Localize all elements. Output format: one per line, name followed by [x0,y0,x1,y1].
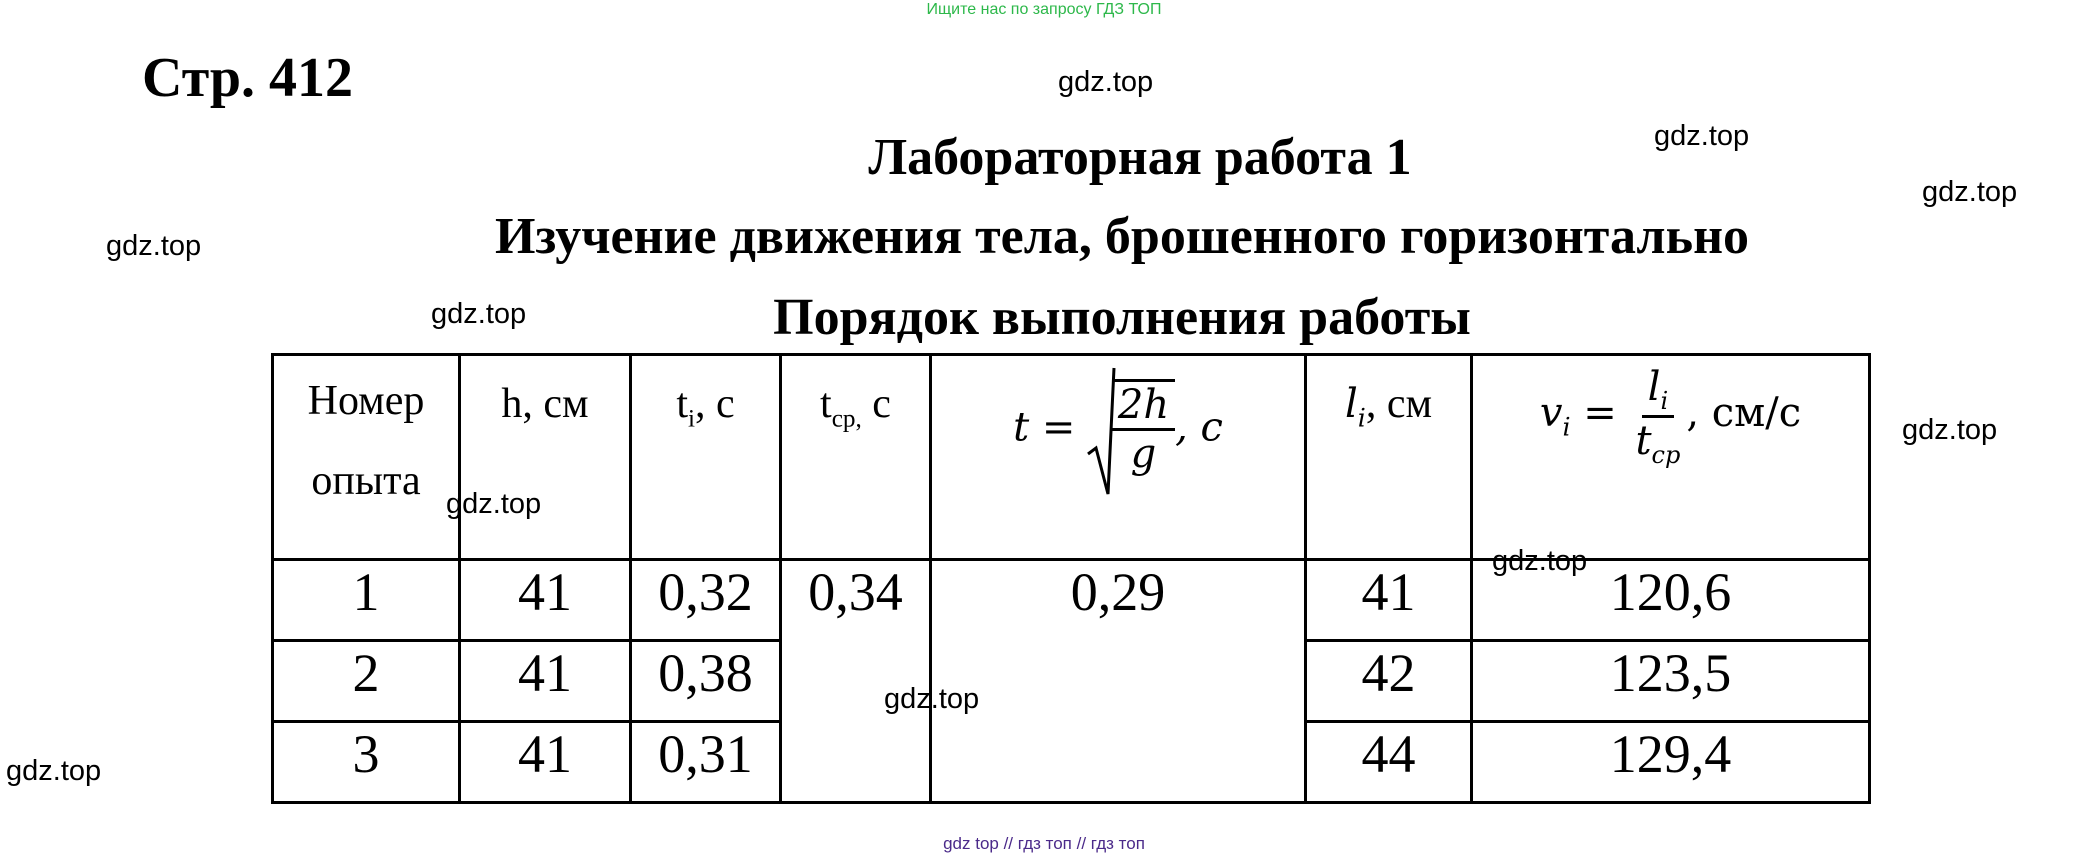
watermark: gdz.top [431,298,527,330]
watermark: gdz.top [6,755,102,787]
cell-length-i: 42 [1306,641,1472,722]
header-length-i: $l_i$, см [1306,355,1472,560]
bottom-links[interactable]: gdz top // гдз топ // гдз топ [943,834,1145,853]
cell-height: 41 [460,560,631,641]
cell-time-formula: 0,29 [931,560,1306,803]
cell-number: 2 [273,641,460,722]
watermark: gdz.top [1922,176,2018,208]
header-time-i: $t_i$, с [631,355,781,560]
watermark: gdz.top [1654,120,1750,152]
header-velocity-formula: $v_i$ = $\frac{l_i}{t_{cp}}$ , см/с [1472,355,1870,560]
cell-time-i: 0,38 [631,641,781,722]
cell-height: 41 [460,722,631,803]
watermark: gdz.top [1058,66,1154,98]
watermark: gdz.top [884,683,980,715]
cell-velocity: 120,6 [1472,560,1870,641]
watermark: gdz.top [106,230,202,262]
header-time-avg: $t_{ср,}$ с [781,355,931,560]
cell-time-i: 0,31 [631,722,781,803]
procedure-title: Порядок выполнения работы [773,289,1471,346]
topic-title: Изучение движения тела, брошенного горизонтально [494,208,1750,265]
cell-length-i: 41 [1306,560,1472,641]
cell-velocity: 129,4 [1472,722,1870,803]
table-header-row [273,355,1870,560]
page-number: Стр. 412 [142,47,354,109]
cell-time-i: 0,32 [631,560,781,641]
header-height: h, см [460,355,631,560]
watermark: gdz.top [1902,414,1998,446]
header-number: Номер опыта [273,355,460,560]
cell-length-i: 44 [1306,722,1472,803]
cell-time-avg: 0,34 [781,560,931,803]
cell-velocity: 123,5 [1472,641,1870,722]
header-time-formula: t = $\frac{2h}{g}$ , c [931,355,1306,560]
watermark: gdz.top [1492,545,1588,577]
table-row [273,560,1870,641]
results-table [271,353,1871,804]
cell-height: 41 [460,641,631,722]
cell-number: 1 [273,560,460,641]
top-search-hint[interactable]: Ищите нас по запросу ГДЗ ТОП [926,1,1162,18]
lab-title: Лабораторная работа 1 [868,129,1412,186]
cell-number: 3 [273,722,460,803]
watermark: gdz.top [446,488,542,520]
